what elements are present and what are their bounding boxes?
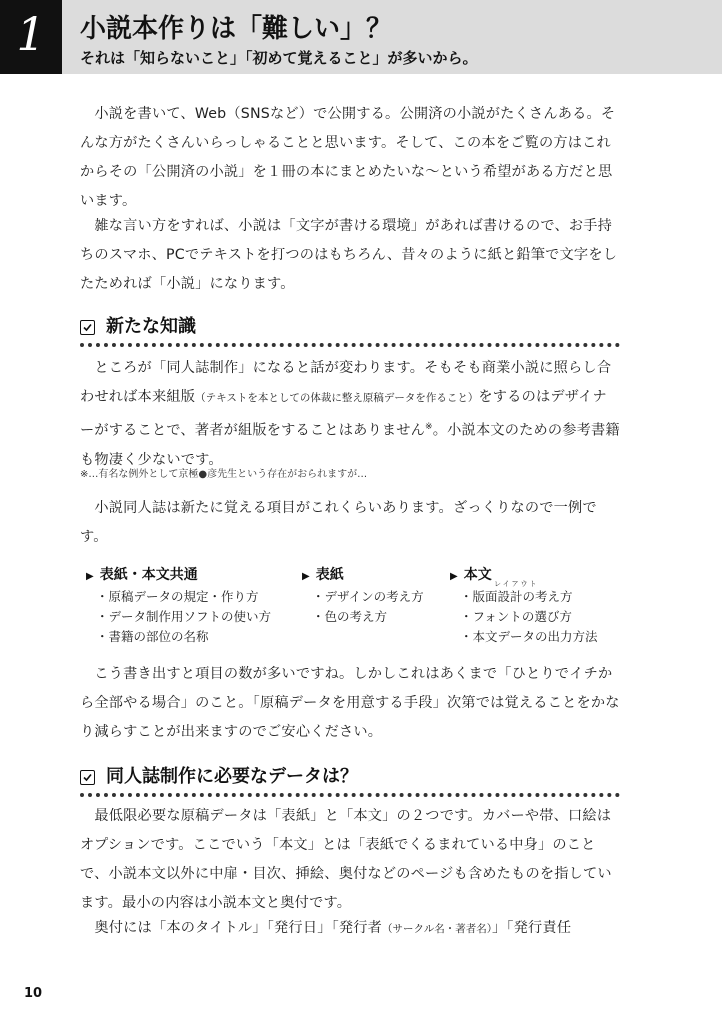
triangle-right-icon: ▶ xyxy=(86,571,94,582)
section-title: 新たな知識 xyxy=(106,316,196,337)
checkbox-icon xyxy=(80,320,95,335)
section1-text-note: （テキストを本としての体裁に整え原稿データを作ること） xyxy=(195,392,479,404)
page-title: 小説本作りは「難しい」？ xyxy=(80,14,393,44)
topic-list xyxy=(450,587,598,647)
topic-column-common xyxy=(86,565,271,647)
page-number: 10 xyxy=(24,986,43,1001)
topic-heading-text: 表紙 xyxy=(315,567,344,583)
list-item: ・デザインの考え方 xyxy=(312,589,424,604)
section-title: 同人誌制作に必要なデータは？ xyxy=(106,766,358,787)
section1-paragraph-1 xyxy=(80,354,620,475)
section1-text-c: 。小説本文のための参考書籍も物凄く少ないです。 xyxy=(80,422,620,468)
list-item: ・色の考え方 xyxy=(312,609,388,624)
section1-text-a: ところが「同人誌制作」になると話が変わります。そもそも商業小説に照らし合わせれば本来組版 xyxy=(80,360,612,405)
dotted-divider xyxy=(80,793,620,797)
chapter-number-box xyxy=(0,0,62,74)
footnote-mark: ※ xyxy=(425,422,433,432)
section2-paragraph-2 xyxy=(80,914,620,944)
triangle-right-icon: ▶ xyxy=(450,571,458,582)
list-item: ・書籍の部位の名称 xyxy=(96,629,209,644)
section2-text-note: （サークル名・著者名） xyxy=(382,923,492,935)
page-subtitle: それは「知らないこと」「初めて覚えること」が多いから。 xyxy=(80,49,478,67)
list-item: ・版面設計の考え方 xyxy=(460,589,573,604)
triangle-right-icon: ▶ xyxy=(302,571,310,582)
section1-text-b: をするのはデザイナーがすることで、著者が組版をすることはありません xyxy=(80,389,607,439)
section-heading-required-data xyxy=(80,764,620,794)
list-item: ・原稿データの規定・作り方 xyxy=(96,589,259,604)
section1-closing-paragraph: こう書き出すと項目の数が多いですね。しかしこれはあくまで「ひとりでイチから全部やる場合」のこと。「原稿データを用意する手段」次第では覚えることをかなり減らすことが出来ますのでご安心ください。 xyxy=(80,666,620,740)
list-item: ・フォントの選び方 xyxy=(460,609,572,624)
topic-list xyxy=(302,587,424,627)
section1-paragraph-2: 小説同人誌は新たに覚える項目がこれくらいあります。ざっくりなので一例です。 xyxy=(80,500,597,545)
topic-heading xyxy=(302,565,424,587)
section-heading-new-knowledge xyxy=(80,314,620,344)
topic-column-body xyxy=(450,565,598,647)
ruby-annotation: レイアウト xyxy=(494,580,539,588)
intro-paragraph-1: 小説を書いて、Web（SNSなど）で公開する。公開済の小説がたくさんある。そんな方がたくさんいらっしゃることと思います。そして、この本をご覧の方はこれからその「公開済の小説」を１冊の本にまとめたいな〜という希望がある方だと思います。 xyxy=(80,106,616,209)
dotted-divider xyxy=(80,343,620,347)
footnote: ※…有名な例外として京極●彦先生という存在がおられますが… xyxy=(80,469,368,480)
topic-column-cover xyxy=(302,565,424,627)
topic-heading xyxy=(86,565,271,587)
chapter-header xyxy=(0,0,722,74)
section2-text-b: 」「発行責任 xyxy=(491,920,572,936)
list-item: ・本文データの出力方法 xyxy=(460,629,598,644)
section2-paragraph-1: 最低限必要な原稿データは「表紙」と「本文」の２つです。カバーや帯、口絵はオプションです。ここでいう「本文」とは「表紙でくるまれている中身」のことで、小説本文以外に中扉・目次、挿絵、奥付などのページも含めたものを指しています。最小の内容は小説本文と奥付です。 xyxy=(80,808,612,911)
topic-heading-text: 本文 xyxy=(463,567,492,583)
topic-list xyxy=(86,587,271,647)
intro-paragraph-2: 雑な言い方をすれば、小説は「文字が書ける環境」があれば書けるので、お手持ちのスマホ、PCでテキストを打つのはもちろん、昔々のように紙と鉛筆で文字をしたためれば「小説」になります。 xyxy=(80,218,618,292)
chapter-number: 1 xyxy=(16,7,46,61)
section2-text-a: 奥付には「本のタイトル」「発行日」「発行者 xyxy=(80,920,383,936)
checkbox-icon xyxy=(80,770,95,785)
list-item: ・データ制作用ソフトの使い方 xyxy=(96,609,272,624)
topic-heading-text: 表紙・本文共通 xyxy=(99,567,198,583)
